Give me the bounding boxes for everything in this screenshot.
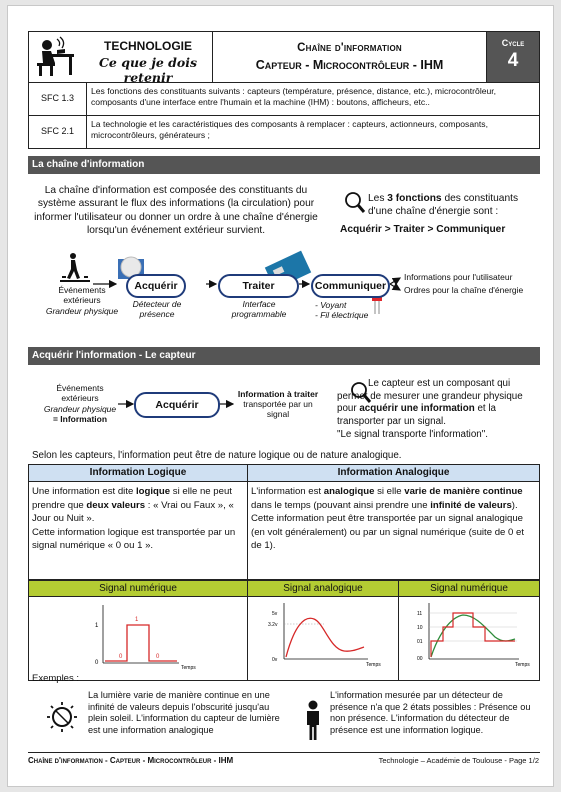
- analog-b3: infinité de valeurs: [430, 499, 512, 511]
- g3-digital-signal: [431, 613, 515, 657]
- communiquer-sub1: - Voyant: [315, 300, 347, 310]
- header-title-line1: Chaîne d'information: [297, 42, 402, 54]
- footer-left: Chaîne d'information - Capteur - Microcontrôleur - IHM: [28, 756, 234, 765]
- header-cycle-cell: [487, 32, 539, 82]
- output-ordres: Ordres pour la chaîne d'énergie: [404, 285, 524, 295]
- page: [7, 5, 554, 787]
- g3-y01: 01: [417, 639, 423, 645]
- capteur-output-bold: Information à traiter: [237, 389, 319, 399]
- th-logique: Information Logique: [28, 464, 248, 482]
- g2-y0: 0v: [272, 657, 278, 663]
- th-analogique: Information Analogique: [247, 464, 540, 482]
- gh-numerique-1: Signal numérique: [28, 580, 248, 597]
- capteur-desc-bold: acquérir une information: [359, 403, 475, 415]
- g2-y32: 3.2v: [268, 622, 278, 628]
- sfc-row: [28, 116, 540, 149]
- capteur-output: [234, 389, 322, 420]
- analog-4: ).: [511, 499, 518, 511]
- student-desk-icon: [33, 36, 77, 78]
- chaine-events: Événements extérieurs: [58, 285, 106, 305]
- g1-signal: [105, 625, 177, 661]
- analog-5: Cette information peut être transportée par un signal analogique (en volt généralement) ou par un signal numérique (suite de 0 et de 1).: [251, 513, 525, 552]
- cell-analogique: [247, 482, 540, 580]
- g3-temps: Temps: [515, 662, 530, 668]
- cycle-number: 4: [507, 50, 519, 71]
- acquerir-sub: Détecteur de présence: [132, 299, 182, 319]
- cell-logique: [28, 482, 248, 580]
- sfc-row: [28, 83, 540, 116]
- g1-y1: 1: [95, 623, 99, 629]
- gh-numerique-2: Signal numérique: [398, 580, 540, 597]
- header-title-line2: Capteur - Microcontrôleur - IHM: [255, 58, 444, 72]
- graph-signal-numerique-2: [399, 597, 539, 681]
- analog-2: si elle: [374, 486, 405, 497]
- capteur-desc-2: et la transporter par un signal.: [337, 403, 496, 428]
- fonctions-bold: 3 fonctions: [387, 193, 442, 204]
- graph-signal-numerique-1: [29, 597, 247, 681]
- analog-1: L'information est: [251, 486, 324, 497]
- capteur-desc-3: "Le signal transporte l'information".: [337, 428, 488, 440]
- chaine-intro: La chaîne d'information est composée des constituants du système assurant le flux des informations (la circulation) pour informer l'utilisateur ou donner un ordre à une chaîne d'énergie lorsqu'un événement extérieur survient.: [34, 185, 318, 237]
- logic-1: Une information est dite: [32, 486, 136, 497]
- capteur-events: Événements extérieurs: [56, 383, 104, 403]
- cycle-label: Cycle: [501, 38, 525, 48]
- light-sensor-icon: [42, 700, 82, 734]
- example-presence: L'information mesurée par un détecteur de présence n'a que 2 états possibles : Présence ou non présence. L'information du détecteur de présence est une information logique.: [330, 690, 531, 735]
- logic-4: Cette information logique est transportée par un signal numérique « 0 ou 1 ».: [32, 526, 236, 552]
- pedestrian-icon: [60, 253, 90, 282]
- header-title-cell: [213, 32, 487, 82]
- fonctions-sequence: Acquérir > Traiter > Communiquer: [340, 224, 506, 235]
- g1-temps: Temps: [181, 665, 196, 671]
- analog-3: dans le temps (pouvant ainsi prendre une: [251, 499, 431, 511]
- analog-b1: analogique: [323, 486, 375, 497]
- header-left-cell: [29, 32, 213, 85]
- g2-temps: Temps: [366, 662, 381, 668]
- sfc-code: SFC 1.3: [29, 83, 87, 115]
- graph-signal-analogique: [248, 597, 398, 681]
- logic-2: si elle ne peut prendre que: [32, 486, 232, 511]
- g3-y10: 10: [417, 625, 423, 631]
- pill-communiquer: Communiquer: [311, 274, 390, 298]
- chaine-grandeur: Grandeur physique: [45, 306, 119, 316]
- footer-divider: [28, 752, 540, 753]
- analog-b2: varie de manière continue: [404, 486, 523, 497]
- gh-analogique: Signal analogique: [247, 580, 399, 597]
- fonctions-text: [368, 192, 533, 219]
- nature-text: Selon les capteurs, l'information peut être de nature logique ou de nature analogique.: [32, 450, 402, 461]
- capteur-desc: [337, 378, 543, 442]
- header-table: [28, 31, 540, 83]
- g3-y11: 11: [417, 611, 423, 617]
- section-bar-capteur: Acquérir l'information - Le capteur: [28, 347, 540, 365]
- communiquer-sub2: - Fil électrique: [315, 310, 369, 320]
- footer-right: Technologie – Académie de Toulouse - Page 1/2: [378, 756, 539, 765]
- fonctions-pre: Les: [368, 193, 388, 204]
- g1-y0: 0: [95, 660, 99, 666]
- example-lumiere: La lumière varie de manière continue en une infinité de valeurs depuis l'obscurité jusqu'au plein soleil. L'information du capteur de lumière est une information analogique: [88, 690, 280, 735]
- sfc-text: Les fonctions des constituants suivants : capteurs (température, présence, distance, etc.), microcontrôleur, composants d'une interface entre l'humain et la machine (IHM) : boutons, afficheurs, etc..: [91, 86, 497, 108]
- logic-3: : « Vrai ou Faux », « Jour ou Nuit ».: [32, 499, 234, 525]
- g2-y5: 5v: [272, 611, 278, 617]
- g3-y00: 00: [417, 656, 423, 662]
- graph-cell-3: [398, 597, 540, 681]
- logic-b1: logique: [136, 486, 171, 497]
- graph-cell-1: [28, 597, 248, 681]
- person-icon: [303, 700, 323, 742]
- capteur-output-rest: transportée par un signal: [243, 399, 313, 420]
- logic-b2: deux valeurs: [86, 499, 146, 511]
- g2-signal: [286, 618, 364, 657]
- capteur-desc-1: Le capteur est un composant qui permet de mesurer une grandeur physique pour: [337, 378, 523, 415]
- section-bar-chaine: La chaîne d'information: [28, 156, 540, 174]
- pill-acquerir: Acquérir: [126, 274, 186, 298]
- header-retenir: Ce que je dois retenir: [98, 55, 198, 85]
- graph-cell-2: [247, 597, 399, 681]
- g1-top: 1: [135, 617, 139, 623]
- g1-x0b: 0: [156, 654, 160, 660]
- output-utilisateur: Informations pour l'utilisateur: [404, 272, 513, 282]
- examples-title: Exemples :: [32, 673, 79, 684]
- g1-x0a: 0: [119, 654, 123, 660]
- sfc-text: La technologie et les caractéristiques des composants à remplacer : capteurs, actionneurs, composants, microcontrôleurs, générateurs ;: [91, 119, 488, 141]
- header-technologie: TECHNOLOGIE: [103, 39, 192, 53]
- magnifier-icon: [344, 191, 366, 215]
- sfc-code: SFC 2.1: [29, 116, 87, 148]
- capteur-information: = Information: [52, 414, 108, 424]
- pill-traiter: Traiter: [218, 274, 299, 298]
- traiter-sub: Interface programmable: [231, 299, 287, 319]
- pill-acquerir-capteur: Acquérir: [134, 392, 220, 418]
- capteur-grandeur: Grandeur physique: [43, 404, 117, 414]
- fonctions-post: des constituants d'une chaîne d'énergie sont :: [368, 193, 519, 218]
